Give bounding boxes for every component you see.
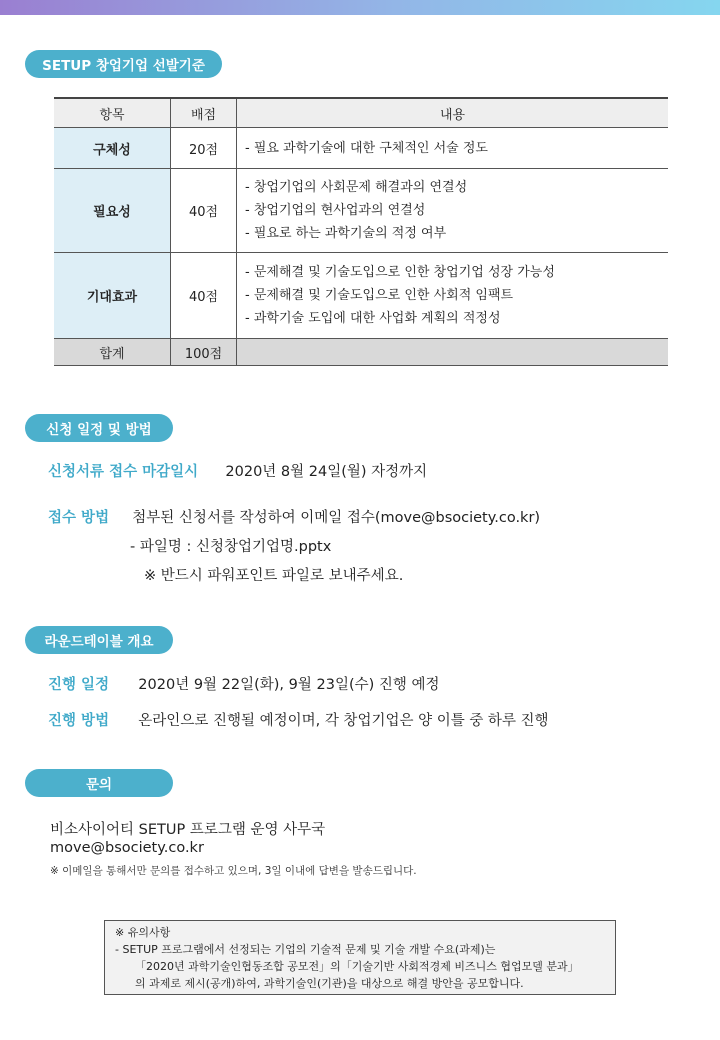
criteria-content-line: - 필요 과학기술에 대한 구체적인 서술 정도 (245, 140, 488, 156)
method-row (48, 506, 540, 527)
notice-box (104, 920, 616, 995)
total-score: 100점 (171, 339, 237, 366)
total-empty-cell (237, 339, 669, 366)
criteria-score: 40점 (171, 169, 237, 253)
roundtable-method-value: 온라인으로 진행될 예정이며, 각 창업기업은 양 이틀 중 하루 진행 (138, 713, 549, 729)
deadline-row (48, 460, 427, 481)
column-header-item: 항목 (54, 98, 171, 128)
total-label: 합계 (54, 339, 171, 366)
notice-line: - SETUP 프로그램에서 선정되는 기업의 기술적 문제 및 기술 개발 수요(과제)는 (115, 943, 496, 956)
criteria-content-line: - 창업기업의 현사업과의 연결성 (245, 203, 426, 218)
criteria-content (237, 169, 669, 253)
column-header-content: 내용 (237, 98, 669, 128)
method-value: 첨부된 신청서를 작성하여 이메일 접수(move@bsociety.co.kr) (132, 510, 541, 526)
table-row (54, 169, 668, 253)
table-row (54, 128, 668, 169)
criteria-table (54, 97, 668, 366)
schedule-section-heading: 신청 일정 및 방법 (25, 414, 173, 442)
contact-note: ※ 이메일을 통해서만 문의를 접수하고 있으며, 3일 이내에 답변을 발송드립니다. (50, 865, 417, 877)
table-header-row (54, 98, 668, 128)
roundtable-date-value: 2020년 9월 22일(화), 9월 23일(수) 진행 예정 (138, 677, 440, 693)
roundtable-method-label: 진행 방법 (48, 713, 110, 729)
method-label: 접수 방법 (48, 510, 110, 526)
deadline-value: 2020년 8월 24일(월) 자정까지 (225, 464, 428, 480)
file-format-note: ※ 반드시 파워포인트 파일로 보내주세요. (144, 568, 404, 584)
criteria-content-line: - 창업기업의 사회문제 해결과의 연결성 (245, 180, 468, 195)
notice-title: ※ 유의사항 (115, 926, 171, 939)
criteria-content-line: - 필요로 하는 과학기술의 적정 여부 (245, 226, 447, 241)
criteria-item: 기대효과 (54, 253, 171, 339)
top-gradient-bar (0, 0, 720, 15)
table-row (54, 253, 668, 339)
contact-organization: 비소사이어티 SETUP 프로그램 운영 사무국 (50, 822, 326, 838)
deadline-label: 신청서류 접수 마감일시 (48, 464, 199, 480)
criteria-item: 필요성 (54, 169, 171, 253)
criteria-content (237, 128, 669, 169)
criteria-score: 20점 (171, 128, 237, 169)
criteria-item: 구체성 (54, 128, 171, 169)
criteria-content (237, 253, 669, 339)
filename-line: - 파일명 : 신청창업기업명.pptx (130, 539, 332, 555)
criteria-content-line: - 문제해결 및 기술도입으로 인한 창업기업 성장 가능성 (245, 265, 555, 280)
criteria-score: 40점 (171, 253, 237, 339)
roundtable-date-row (48, 673, 440, 694)
contact-section-heading: 문의 (25, 769, 173, 797)
criteria-content-line: - 과학기술 도입에 대한 사업화 계획의 적정성 (245, 311, 501, 326)
criteria-content-line: - 문제해결 및 기술도입으로 인한 사회적 임팩트 (245, 288, 514, 303)
roundtable-date-label: 진행 일정 (48, 677, 110, 693)
contact-email[interactable]: move@bsociety.co.kr (50, 840, 204, 856)
column-header-score: 배점 (171, 98, 237, 128)
roundtable-method-row (48, 709, 549, 730)
notice-line: 의 과제로 제시(공개)하여, 과학기술인(기관)을 대상으로 해결 방안을 공모합니다. (135, 977, 524, 990)
roundtable-section-heading: 라운드테이블 개요 (25, 626, 173, 654)
table-total-row (54, 339, 668, 366)
notice-line: 「2020년 과학기술인협동조합 공모전」의「기술기반 사회적경제 비즈니스 협업모델 분과」 (135, 960, 579, 973)
criteria-section-heading: SETUP 창업기업 선발기준 (25, 50, 222, 78)
